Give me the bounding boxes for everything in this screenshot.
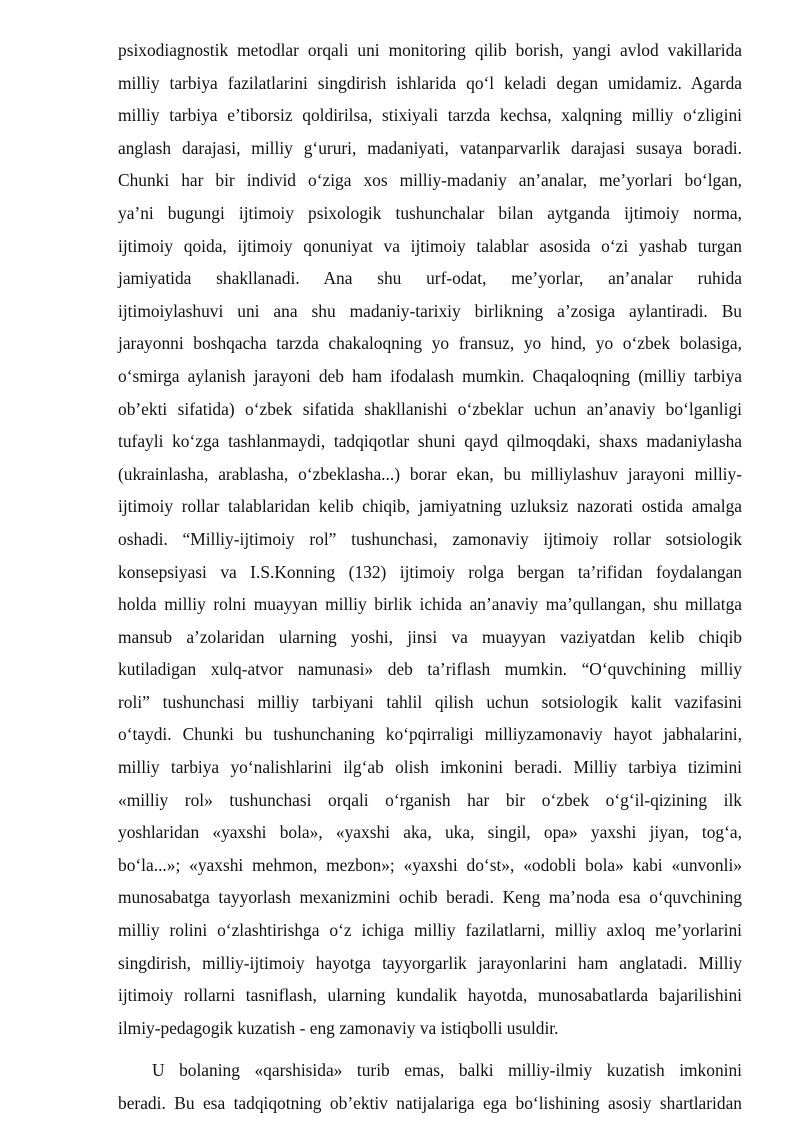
text-line: ijtimoiylashuvi uni ana shu madaniy-tarixiy birlikning a’zosiga aylantiradi. Bu [118,300,742,321]
text-line: ijtimoiy rollar talablaridan kelib chiqib, jamiyatning uzluksiz nazorati ostida amalga [118,496,742,517]
text-line: ijtimoiy rollarni tasniflash, ularning kundalik hayotda, munosabatlarda bajarilishini [118,985,742,1006]
paragraph-1 [118,34,742,1044]
text-line: ob’ekti sifatida) o‘zbek sifatida shakllanishi o‘zbeklar uchun an’anaviy bo‘lganligi [118,398,742,419]
text-line: ilmiy-pedagogik kuzatish - eng zamonaviy va istiqbolli usuldir. [118,1017,559,1038]
text-line: holda milliy rolni muayyan milliy birlik ichida an’anaviy ma’qullangan, shu millatga [118,594,742,615]
text-line: beradi. Bu esa tadqiqotning ob’ektiv natijalariga ega bo‘lishining asosiy shartlaridan [118,1093,742,1113]
text-line: ijtimoiy qoida, ijtimoiy qonuniyat va ijtimoiy talablar asosida o‘zi yashab turgan [118,235,742,256]
text-line: milliy rolini o‘zlashtirishga o‘z ichiga milliy fazilatlarni, milliy axloq me’yorlarini [118,920,742,941]
text-line: milliy tarbiya yo‘nalishlarini ilg‘ab olish imkonini beradi. Milliy tarbiya tizimini [118,757,742,778]
text-line: (ukrainlasha, arablasha, o‘zbeklasha...) borar ekan, bu milliylashuv jarayoni milliy- [118,463,742,484]
text-line: o‘smirga aylanish jarayoni deb ham ifodalash mumkin. Chaqaloqning (milliy tarbiya [118,365,742,386]
text-line: yoshlaridan «yaxshi bola», «yaxshi aka, uka, singil, opa» yaxshi jiyan, tog‘a, [118,822,742,843]
text-line: ya’ni bugungi ijtimoiy psixologik tushunchalar bilan aytganda ijtimoiy norma, [118,202,742,223]
text-line: oshadi. “Milliy-ijtimoiy rol” tushunchasi, zamonaviy ijtimoiy rollar sotsiologik [118,528,742,549]
text-line: anglash darajasi, milliy g‘ururi, madaniyati, vatanparvarlik darajasi susaya boradi. [118,137,742,158]
text-line: tufayli ko‘zga tashlanmaydi, tadqiqotlar shuni qayd qilmoqdaki, shaxs madaniylasha [118,431,742,452]
text-line: «milliy rol» tushunchasi orqali o‘rganish har bir o‘zbek o‘g‘il-qizining ilk [118,789,742,810]
text-line: milliy tarbiya fazilatlarini singdirish ishlarida qo‘l keladi degan umidamiz. Agarda [118,72,742,93]
text-line: Chunki har bir individ o‘ziga xos milliy-madaniy an’analar, me’yorlari bo‘lgan, [118,170,742,191]
text-line: jamiyatida shakllanadi. Ana shu urf-odat, me’yorlar, an’analar ruhida [118,268,742,289]
document-page [118,34,742,1120]
text-line: munosabatga tayyorlash mexanizmini ochib beradi. Keng ma’noda esa o‘quvchining [118,887,742,908]
text-line: jarayonni boshqacha tarzda chakaloqning yo fransuz, yo hind, yo o‘zbek bolasiga, [118,333,742,354]
text-line: milliy tarbiya e’tiborsiz qoldirilsa, stixiyali tarzda kechsa, xalqning milliy o‘zligini [118,105,742,126]
text-line: mansub a’zolaridan ularning yoshi, jinsi va muayyan vaziyatdan kelib chiqib [118,626,742,647]
text-line: singdirish, milliy-ijtimoiy hayotga tayyorgarlik jarayonlarini ham anglatadi. Milliy [118,952,742,973]
text-line: o‘taydi. Chunki bu tushunchaning ko‘pqirraligi milliyzamonaviy hayot jabhalarini, [118,724,742,745]
text-line: psixodiagnostik metodlar orqali uni monitoring qilib borish, yangi avlod vakillarida [118,40,742,60]
text-line: U bolaning «qarshisida» turib emas, balki milliy-ilmiy kuzatish imkonini [152,1060,742,1081]
text-line: kutiladigan xulq-atvor namunasi» deb ta’riflash mumkin. “O‘quvchining milliy [118,659,742,680]
text-line: konsepsiyasi va I.S.Konning (132) ijtimoiy rolga bergan ta’rifidan foydalangan [118,561,742,582]
text-line: bo‘la...»; «yaxshi mehmon, mezbon»; «yaxshi do‘st», «odobli bola» kabi «unvonli» [118,854,742,875]
text-line: roli” tushunchasi milliy tarbiyani tahlil qilish uchun sotsiologik kalit vazifasini [118,691,742,712]
paragraph-2 [118,1054,742,1119]
